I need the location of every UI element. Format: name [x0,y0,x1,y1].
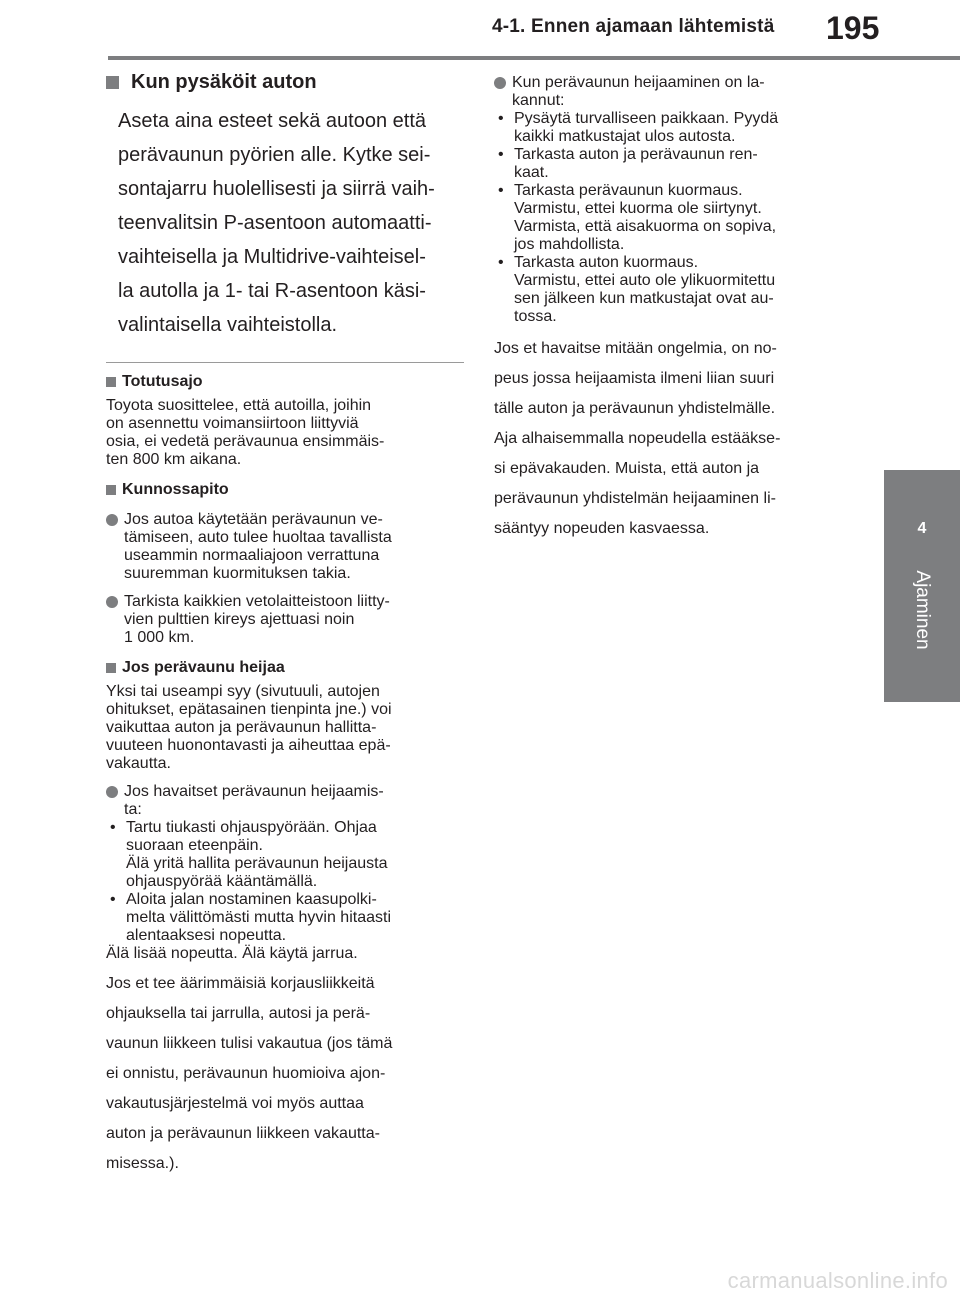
text-line: suuremman kuormituksen takia. [124,565,351,582]
text-line: tälle auton ja perävaunun yhdistelmälle. [494,400,776,417]
text-line: Toyota suosittelee, että autoilla, joihin [106,397,372,414]
text-line: vaikuttaa auton ja perävaunun hallitta- [106,719,377,736]
list-item [106,511,466,583]
circle-bullet-icon [106,786,118,798]
text-line: sääntyy nopeuden kasvaessa. [494,520,710,537]
sway-steps [106,819,466,945]
text-line: ohjauspyörää kääntämällä. [126,873,318,890]
text-line: ten 800 km aikana. [106,451,242,468]
text-line: misessa.). [106,1155,179,1172]
square-bullet-icon [106,485,116,495]
circle-bullet-icon [494,77,506,89]
text-line: Tarkista kaikkien vetolaitteistoon liitty- [124,593,390,610]
list-item [106,783,466,819]
list-item [106,891,466,945]
text-line: vakautusjärjestelmä voi myös auttaa [106,1095,364,1112]
text-line: suoraan eteenpäin. [126,837,263,854]
chapter-tab [884,470,960,702]
breakin-heading [106,371,466,393]
list-item [494,146,844,182]
text-line: Yksi tai useampi syy (sivutuuli, autojen [106,683,380,700]
list-item [494,74,844,110]
text-line: ta: [124,801,142,818]
text-line: melta välittömästi mutta hyvin hitaasti [126,909,391,926]
bullet-glyph: • [498,182,504,199]
text-line: Aseta aina esteet sekä autoon että [118,110,426,132]
text-line: on asennettu voimansiirtoon liittyviä [106,415,359,432]
breakin-section [106,371,466,469]
circle-bullet-icon [106,514,118,526]
text-line: sen jälkeen kun matkustajat ovat au- [514,290,774,307]
circle-bullet-icon [106,596,118,608]
chapter-label: Ajaminen [912,570,933,650]
text-line: vaihteisella ja Multidrive-vaihteisel- [118,246,426,268]
text-line: Jos autoa käytetään perävaunun ve- [124,511,383,528]
maintenance-section [106,479,466,647]
text-line: ohjauksella tai jarrulla, autosi ja perä- [106,1005,371,1022]
parking-heading [106,68,466,96]
chapter-number: 4 [917,520,927,537]
header-divider [108,56,960,60]
text-line: osia, ei vedetä perävaunua ensimmäis- [106,433,385,450]
sway-conclusion [494,334,844,544]
breakin-paragraph [106,397,466,469]
text-line: jos mahdollista. [514,236,625,253]
stop-steps [494,110,844,326]
text-line: kaikki matkustajat ulos autosta. [514,128,736,145]
text-line: Jos et tee äärimmäisiä korjausliikkeitä [106,975,375,992]
section-divider [106,362,464,363]
square-bullet-icon [106,377,116,387]
text-line: ohitukset, epätasainen tienpinta jne.) voi [106,701,392,718]
bullet-glyph: • [498,146,504,163]
text-line: si epävakauden. Muista, että auton ja [494,460,760,477]
text-line: tämiseen, auto tulee huoltaa tavallista [124,529,392,546]
list-item [494,254,844,326]
text-line: la autolla ja 1- tai R-asentoon käsi- [118,280,426,302]
sway-warning: Älä lisää nopeutta. Älä käytä jarrua. [106,945,358,962]
text-line: alentaaksesi nopeutta. [126,927,287,944]
text-line: Varmista, että aisakuorma on sopiva, [514,218,777,235]
text-line: Tarkasta auton ja perävaunun ren- [514,146,758,163]
text-line: vaunun liikkeen tulisi vakautua (jos tämä [106,1035,393,1052]
sway-heading [106,657,466,679]
square-bullet-icon [106,663,116,673]
text-line: perävaunun yhdistelmän heijaaminen li- [494,490,776,507]
square-bullet-icon [106,76,119,89]
text-line: Älä yritä hallita perävaunun heijausta [126,855,388,872]
text-line: Tarkasta auton kuormaus. [514,254,699,271]
list-item [494,182,844,254]
text-line: Aloita jalan nostaminen kaasupolki- [126,891,377,908]
page-number: 195 [826,10,880,46]
bullet-glyph: • [110,819,116,836]
text-line: Varmistu, ettei kuorma ole siirtynyt. [514,200,762,217]
breakin-heading-text: Totutusajo [122,373,203,390]
text-line: vuuteen huonontavasti ja aiheuttaa epä- [106,737,391,754]
list-item [106,819,466,891]
text-line: peus jossa heijaamista ilmeni liian suuri [494,370,775,387]
sway-section [106,657,466,1179]
bullet-glyph: • [110,891,116,908]
text-line: vakautta. [106,755,171,772]
text-line: sontajarru huolellisesti ja siirrä vaih- [118,178,435,200]
text-line: Varmistu, ettei auto ole ylikuormitettu [514,272,776,289]
text-line: vien pulttien kireys ajettuasi noin [124,611,355,628]
text-line: teenvalitsin P-asentoon automaatti- [118,212,432,234]
text-line: Pysäytä turvalliseen paikkaan. Pyydä [514,110,779,127]
section-title: 4-1. Ennen ajamaan lähtemistä [492,16,775,37]
list-item [494,110,844,146]
sway-intro [106,683,466,773]
text-line: Tartu tiukasti ohjauspyörään. Ohjaa [126,819,377,836]
bullet-glyph: • [498,110,504,127]
text-line: 1 000 km. [124,629,195,646]
sway-closing [106,969,466,1179]
text-line: tossa. [514,308,557,325]
text-line: useammin normaaliajoon verrattuna [124,547,380,564]
maintenance-heading-text: Kunnossapito [122,481,229,498]
text-line: ei onnistu, perävaunun huomioiva ajon- [106,1065,386,1082]
left-column [106,68,466,1179]
text-line: auton ja perävaunun liikkeen vakautta- [106,1125,380,1142]
text-line: perävaunun pyörien alle. Kytke sei- [118,144,431,166]
list-item [106,593,466,647]
text-line: Jos havaitset perävaunun heijaamis- [124,783,384,800]
text-line: kannut: [512,92,565,109]
sway-heading-text: Jos perävaunu heijaa [122,659,285,676]
watermark: carmanualsonline.info [727,1268,948,1293]
text-line: valintaisella vaihteistolla. [118,314,338,336]
text-line: Tarkasta perävaunun kuormaus. [514,182,743,199]
text-line: Aja alhaisemmalla nopeudella estääkse- [494,430,781,447]
maintenance-heading [106,479,466,501]
right-column [494,68,844,544]
text-line: Jos et havaitse mitään ongelmia, on no- [494,340,777,357]
bullet-glyph: • [498,254,504,271]
parking-heading-text: Kun pysäköit auton [131,71,317,93]
text-line: kaat. [514,164,549,181]
text-line: Kun perävaunun heijaaminen on la- [512,74,765,91]
parking-paragraph [118,104,466,342]
